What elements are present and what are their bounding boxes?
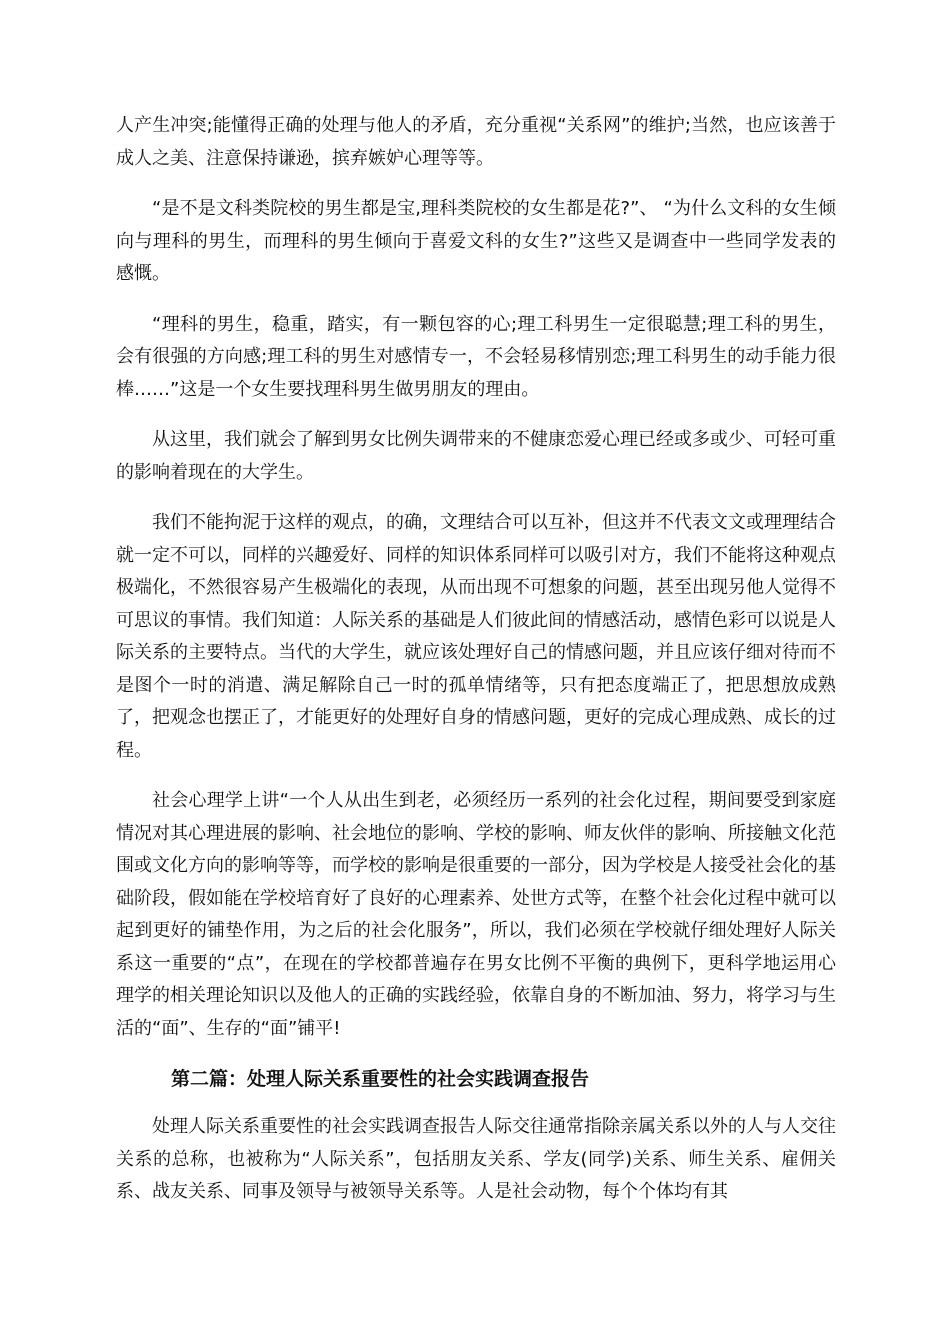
paragraph-continuation: 人产生冲突;能懂得正确的处理与他人的矛盾，充分重视“关系网”的维护;当然，也应该善于成人之美、注意保持谦逊，摈弃嫉妒心理等等。 <box>116 115 836 169</box>
paragraph-section-intro: 处理人际关系重要性的社会实践调查报告人际交往通常指除亲属关系以外的人与人交往关系的总称，也被称为“人际关系”，包括朋友关系、学友(同学)关系、师生关系、雇佣关系、战友关系、同事及领导与被领导关系等。人是社会动物，每个个体均有其 <box>116 1116 836 1202</box>
paragraph-social-psychology: 社会心理学上讲“一个人从出生到老，必须经历一系列的社会化过程，期间要受到家庭情况对其心理进展的影响、社会地位的影响、学校的影响、师友伙伴的影响、所接触文化范围或文化方向的影响等等，而学校的影响是很重要的一部分，因为学校是人接受社会化的基础阶段，假如能在学校培育好了良好的心理素养、处世方式等，在整个社会化过程中就可以起到更好的铺垫作用，为之后的社会化服务”，所以，我们必须在学校就仔细处理好人际关系这一重要的“点”，在现在的学校都普遍存在男女比例不平衡的典例下，更科学地运用心理学的相关理论知识以及他人的正确的实践经验，依靠自身的不断加油、努力，将学习与生活的“面”、生存的“面”铺平! <box>116 790 836 1039</box>
paragraph-survey-quotes: “是不是文科类院校的男生都是宝,理科类院校的女生都是花?”、 “为什么文科的女生倾向与理科的男生，而理科的男生倾向于喜爱文科的女生?”这些又是调查中一些同学发表的感慨。 <box>116 198 836 284</box>
document-page <box>116 110 836 1227</box>
paragraph-science-boys: “理科的男生，稳重，踏实，有一颗包容的心;理工科男生一定很聪慧;理工科的男生，会有很强的方向感;理工科的男生对感情专一，不会轻易移情别恋;理工科男生的动手能力很棒……”这是一个女生要找理科男生做男朋友的理由。 <box>116 313 836 400</box>
paragraph-viewpoint: 我们不能拘泥于这样的观点，的确，文理结合可以互补，但这并不代表文文或理理结合就一定不可以，同样的兴趣爱好、同样的知识体系同样可以吸引对方，我们不能将这种观点极端化，不然很容易产生极端化的表现，从而出现不可想象的问题，甚至出现另他人觉得不可思议的事情。我们知道：人际关系的基础是人们彼此间的情感活动，感情色彩可以说是人际关系的主要特点。当代的大学生，就应该处理好自己的情感问题，并且应该仔细对待而不是图个一时的消遣、满足解除自己一时的孤单情绪等，只有把态度端正了，把思想放成熟了，把观念也摆正了，才能更好的处理好自身的情感问题，更好的完成心理成熟、成长的过程。 <box>116 512 836 761</box>
paragraph-gender-ratio: 从这里，我们就会了解到男女比例失调带来的不健康恋爱心理已经或多或少、可轻可重的影响着现在的大学生。 <box>116 429 836 483</box>
section-heading: 第二篇：处理人际关系重要性的社会实践调查报告 <box>171 1068 590 1090</box>
